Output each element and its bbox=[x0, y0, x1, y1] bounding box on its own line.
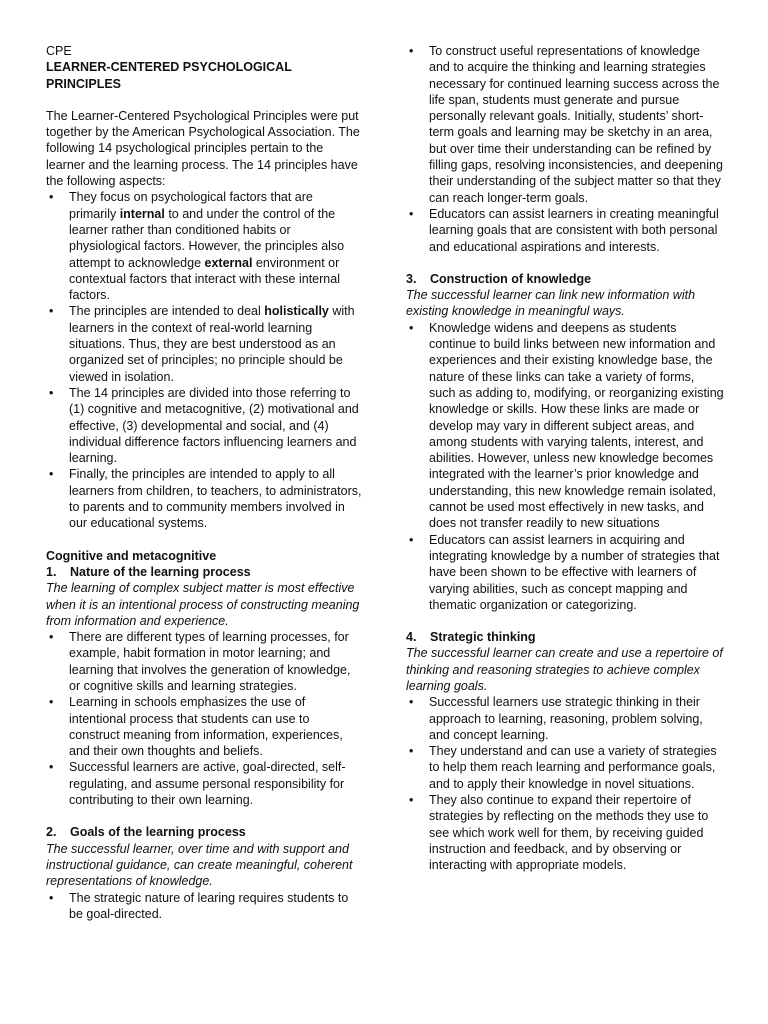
intro-paragraph: The Learner-Centered Psychological Principles were put together by the American Psychological Association. The following 14 psychological principles pertain to the learner and the learning process. The 14 principles have the following aspects: bbox=[46, 108, 360, 189]
principle-3-statement: The successful learner can link new information with existing knowledge in meaningful ways. bbox=[406, 288, 696, 319]
aspects-list bbox=[46, 189, 362, 531]
spacer bbox=[46, 532, 362, 548]
emphasis-external: external bbox=[204, 255, 253, 270]
principle-number: 3. bbox=[406, 271, 417, 286]
principle-number: 2. bbox=[46, 825, 57, 840]
list-item: • The strategic nature of learing requires students to be goal-directed. bbox=[46, 890, 362, 923]
principle-number: 1. bbox=[46, 564, 57, 579]
spacer bbox=[406, 255, 724, 271]
principle-3-list bbox=[406, 320, 724, 613]
list-item: • They focus on psychological factors that are primarily internal to and under the control of the learner rather than conditioned habits or physiological factors. However, the principles also attempt to acknowledge external environment or contextual factors that interact with these internal factors. bbox=[46, 189, 362, 303]
principle-1-heading bbox=[46, 564, 362, 580]
list-item: • Successful learners are active, goal-directed, self-regulating, and assume personal responsibility for contributing to their own learning. bbox=[46, 759, 362, 808]
spacer bbox=[46, 808, 362, 824]
principle-4-heading bbox=[406, 629, 724, 645]
principle-2-list bbox=[46, 890, 362, 923]
principle-title: Goals of the learning process bbox=[70, 825, 246, 840]
list-item: • Finally, the principles are intended to apply to all learners from children, to teachers, to administrators, to parents and to community members involved in our educational systems. bbox=[46, 466, 362, 531]
spacer bbox=[406, 613, 724, 629]
list-item: • The 14 principles are divided into those referring to (1) cognitive and metacognitive, (2) motivational and effective, (3) developmental and social, and (4) individual difference factors influencing learners and learning. bbox=[46, 385, 362, 466]
principle-2-heading bbox=[46, 824, 362, 840]
list-item: • There are different types of learning processes, for example, habit formation in motor learning; and learning that involves the generation of knowledge, or cognitive skills and learning strategies. bbox=[46, 629, 362, 694]
document-title: LEARNER-CENTERED PSYCHOLOGICAL PRINCIPLES bbox=[46, 60, 292, 91]
principle-title: Construction of knowledge bbox=[430, 271, 592, 286]
list-item: • Learning in schools emphasizes the use of intentional process that students can use to construct meaning from information, experiences, and their own thoughts and beliefs. bbox=[46, 694, 362, 759]
principle-2-list-continued bbox=[406, 43, 724, 255]
emphasis-holistically: holistically bbox=[264, 304, 329, 319]
spacer bbox=[46, 92, 362, 108]
principle-title: Nature of the learning process bbox=[70, 564, 251, 579]
list-item: • The principles are intended to deal holistically with learners in the context of real-world learning situations. Thus, they are best understood as an organized set of principles; no principle should be viewed in isolation. bbox=[46, 303, 362, 384]
principle-4-list bbox=[406, 694, 724, 873]
list-item: • Successful learners use strategic thinking in their approach to learning, reasoning, problem solving, and concept learning. bbox=[406, 694, 724, 743]
list-item: • Educators can assist learners in creating meaningful learning goals that are consistent with both personal and educational aspirations and interests. bbox=[406, 206, 724, 255]
left-column bbox=[46, 43, 362, 922]
right-column bbox=[406, 43, 724, 874]
principle-3-heading bbox=[406, 271, 724, 287]
section-heading: Cognitive and metacognitive bbox=[46, 548, 217, 563]
principle-4-statement: The successful learner can create and use a repertoire of thinking and reasoning strategies to achieve complex learning goals. bbox=[406, 646, 723, 693]
principle-1-list bbox=[46, 629, 362, 808]
principle-2-statement: The successful learner, over time and with support and instructional guidance, can create meaningful, coherent representations of knowledge. bbox=[46, 841, 353, 889]
list-item: • They understand and can use a variety of strategies to help them reach learning and performance goals, and to apply their knowledge in novel situations. bbox=[406, 743, 724, 792]
list-item: • Knowledge widens and deepens as students continue to build links between new information and experiences and their existing knowledge base, the nature of these links can take a variety of forms, such as adding to, modifying, or reorganizing existing knowledge or skills. How these links are made or develop may vary in different subject areas, and among students with varying talents, interest, and abilities. However, unless new knowledge becomes integrated with the learner’s prior knowledge and understanding, this new knowledge remain isolated, cannot be used most effectively in new tasks, and does not transfer readily to new situations bbox=[406, 320, 724, 532]
principle-number: 4. bbox=[406, 630, 417, 645]
course-label: CPE bbox=[46, 44, 72, 58]
emphasis-internal: internal bbox=[119, 206, 165, 221]
list-item: • To construct useful representations of knowledge and to acquire the thinking and learning strategies necessary for continued learning success across the life span, students must generate and pursue personally relevant goals. Initially, students’ short-term goals and learning may be sketchy in an area, but over time their understanding can be refined by filling gaps, resolving inconsistencies, and deepening their understanding of the subject matter so that they can reach longer-term goals. bbox=[406, 43, 724, 206]
principle-title: Strategic thinking bbox=[430, 630, 536, 645]
list-item: • Educators can assist learners in acquiring and integrating knowledge by a number of strategies that have been shown to be effective with learners of varying abilities, such as concept mapping and thematic organization or categorizing. bbox=[406, 532, 724, 613]
principle-1-statement: The learning of complex subject matter is most effective when it is an intentional process of constructing meaning from information and experience. bbox=[46, 581, 360, 628]
list-item: • They also continue to expand their repertoire of strategies by reflecting on the methods they use to see which work well for them, by receiving guided instruction and feedback, and by observing or interacting with appropriate models. bbox=[406, 792, 724, 873]
